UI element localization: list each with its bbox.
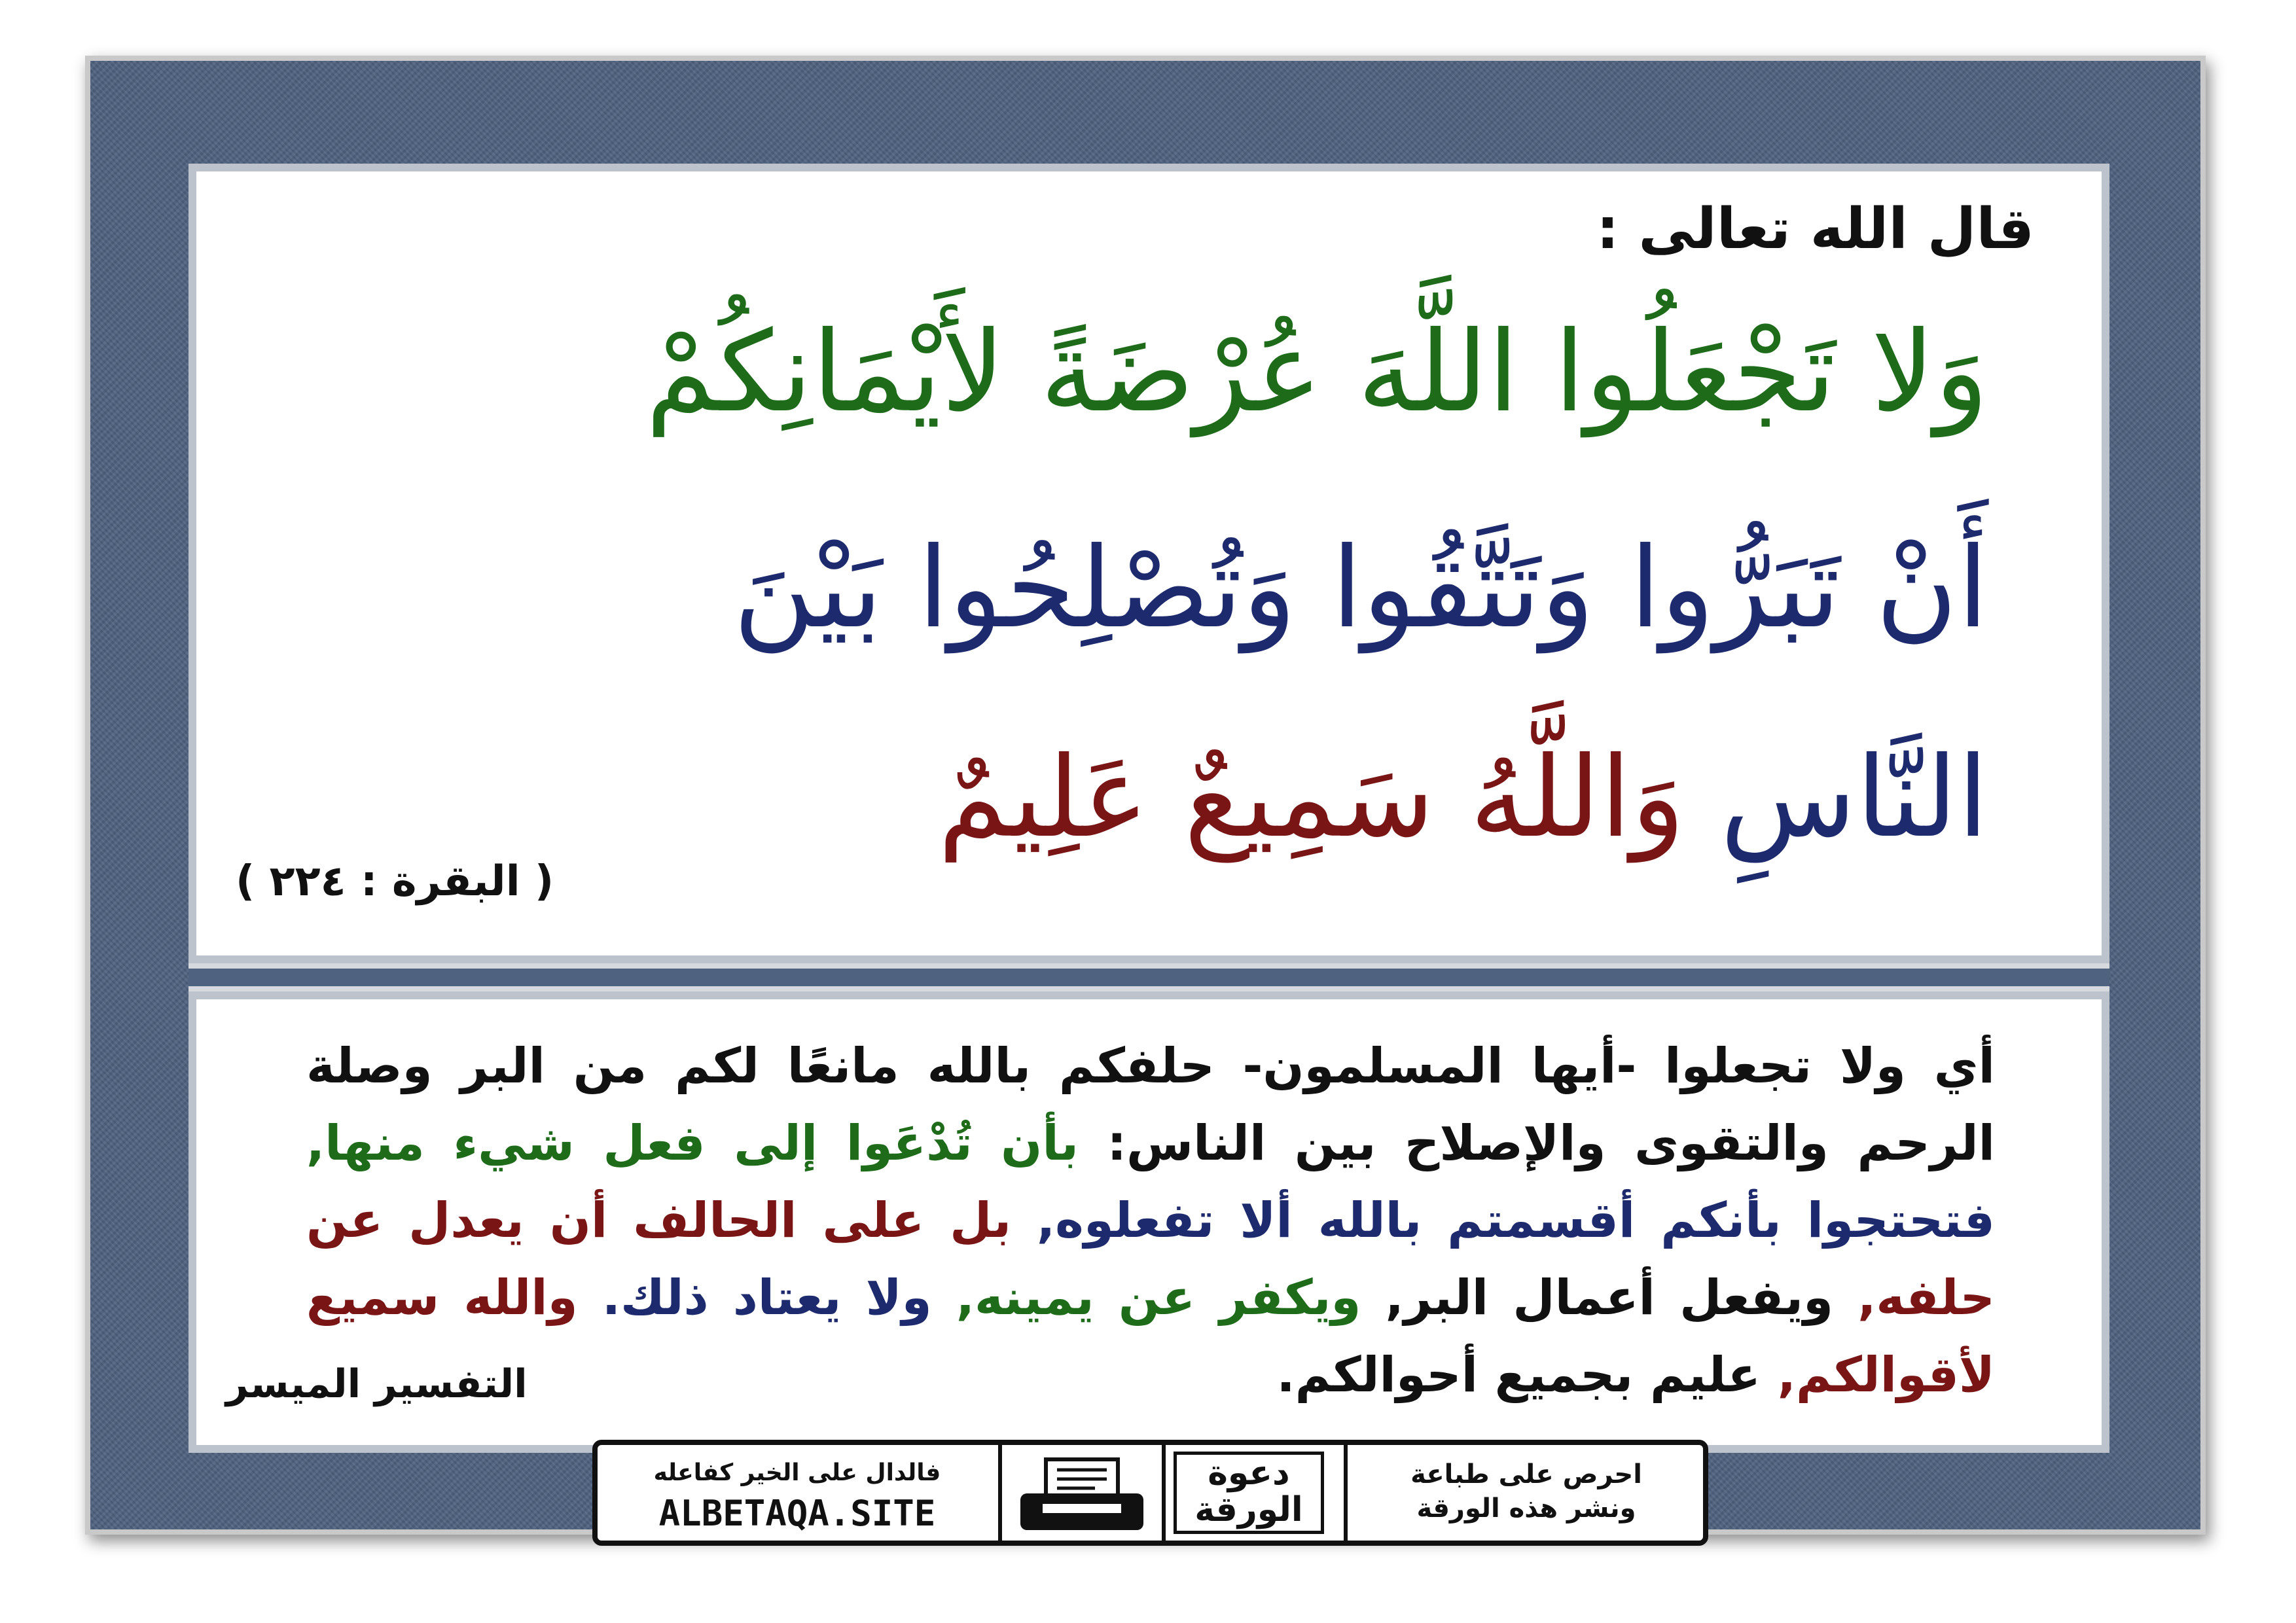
- footer-separator: [1162, 1445, 1166, 1541]
- footer-note-line-1: احرص على طباعة: [1410, 1459, 1642, 1489]
- logo-line-2: الورقة: [1194, 1490, 1303, 1529]
- tafsir-segment: بأن تُدْعَوا إلى فعل شيء منها,: [306, 1115, 1079, 1171]
- verse-line-3: [938, 733, 1988, 863]
- footer-tagline: فالدال على الخير كفاعله: [653, 1459, 941, 1486]
- verse-line-3-a: النَّاسِ: [1720, 733, 1988, 863]
- tafsir-segment: بل على الحالف أن يعدل عن حلفه,: [306, 1192, 1995, 1326]
- tafsir-segment: أي ولا تجعلوا -أيها المسلمون- حلفكم بالله مانعًا لكم من البر وصلة الرحم والتقوى والإصلاح بين الناس:: [306, 1038, 1995, 1171]
- verse-line-1-text: وَلا تَجْعَلُوا اللَّهَ عُرْضَةً لأَيْمَانِكُمْ: [645, 308, 1988, 437]
- footer-site-link[interactable]: ALBETAQA.SITE: [658, 1493, 936, 1534]
- tafsir-source: التفسير الميسر: [226, 1361, 528, 1407]
- footer-print-note: [1350, 1445, 1703, 1541]
- printer-icon: [1016, 1457, 1147, 1535]
- footer-separator: [998, 1445, 1002, 1541]
- verse-line-2: [733, 524, 1988, 653]
- verse-reference: ( البقرة : ٢٢٤ ): [236, 857, 554, 906]
- footer-separator: [1344, 1445, 1348, 1541]
- verse-line-3-b: وَاللَّهُ سَمِيعٌ عَلِيمٌ: [938, 733, 1685, 863]
- tafsir-segment: والله سميع لأقوالكم,: [306, 1270, 1995, 1403]
- intro-heading: قال الله تعالى :: [1596, 196, 2034, 262]
- footer-note-line-2: ونشر هذه الورقة: [1416, 1493, 1636, 1524]
- logo-line-1: دعوة: [1208, 1454, 1290, 1493]
- tafsir-segment: فتحتجوا بأنكم أقسمتم بالله ألا تفعلوه,: [1037, 1192, 1995, 1249]
- tafsir-segment: عليم بجميع أحوالكم.: [1276, 1347, 1778, 1403]
- verse-line-1: [646, 308, 1988, 437]
- footer-bar: [592, 1440, 1708, 1546]
- footer-site-block: [598, 1445, 997, 1541]
- tafsir-segment: ولا يعتاد ذلك.: [601, 1270, 956, 1326]
- tafsir-segment: ويفعل أعمال البر,: [1385, 1270, 1858, 1326]
- tafsir-segment: ويكفر عن يمينه,: [956, 1270, 1386, 1326]
- panel-divider: [188, 963, 2109, 991]
- dawat-alwaraqa-logo: [1174, 1452, 1324, 1534]
- verse-line-2-text: أَنْ تَبَرُّوا وَتَتَّقُوا وَتُصْلِحُوا بَيْنَ: [733, 524, 1988, 653]
- tafsir-text: [306, 1027, 1995, 1414]
